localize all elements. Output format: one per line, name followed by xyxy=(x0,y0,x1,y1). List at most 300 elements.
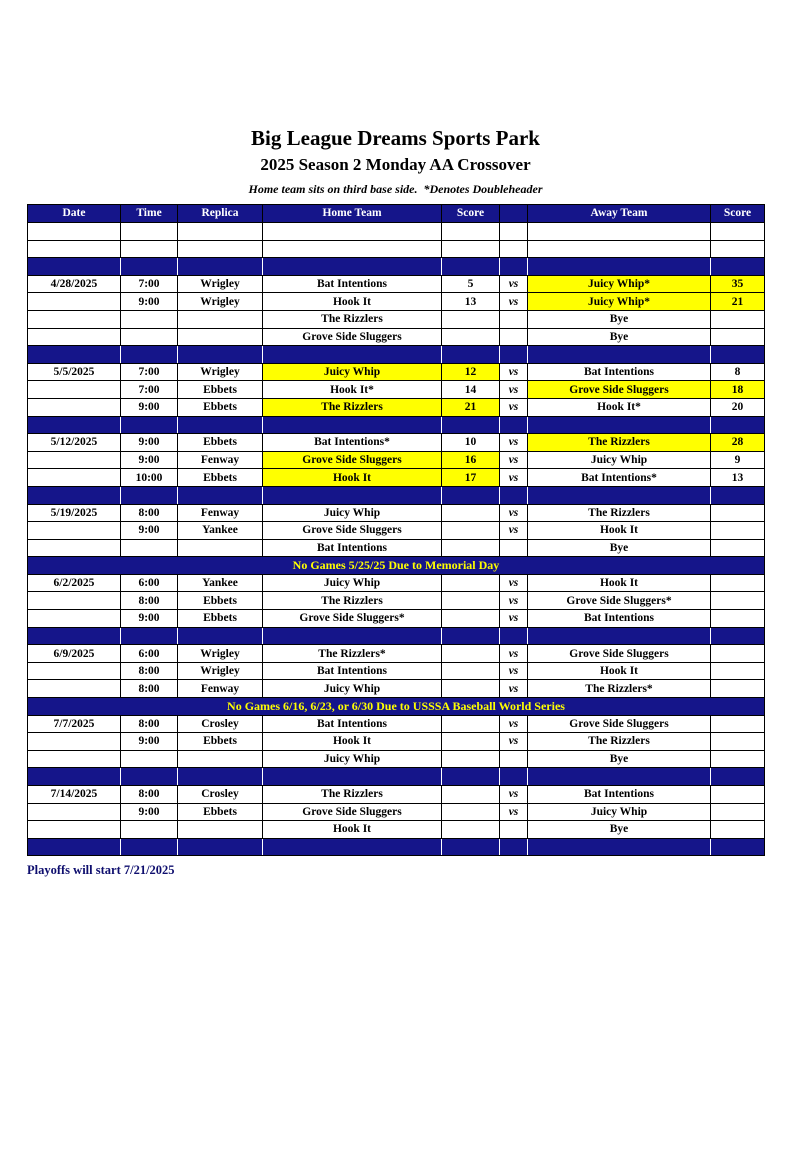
separator-cell xyxy=(178,768,263,786)
cell-vs: vs xyxy=(500,786,528,804)
cell-away-team: Bye xyxy=(528,310,711,328)
cell-home-team: Hook It* xyxy=(263,381,442,399)
cell-home-team: Bat Intentions xyxy=(263,715,442,733)
cell-home-score xyxy=(442,328,500,346)
game-row xyxy=(28,363,765,381)
cell-away-score: 21 xyxy=(711,293,765,311)
cell-vs: vs xyxy=(500,733,528,751)
game-row xyxy=(28,293,765,311)
cell-date xyxy=(28,381,121,399)
cell-vs xyxy=(500,328,528,346)
cell-replica: Wrigley xyxy=(178,363,263,381)
cell-time: 9:00 xyxy=(121,451,178,469)
cell-home-team: Hook It xyxy=(263,293,442,311)
cell-date xyxy=(28,750,121,768)
cell-vs xyxy=(500,539,528,557)
cell-away-score xyxy=(711,539,765,557)
blank-cell xyxy=(500,223,528,241)
separator-cell xyxy=(121,627,178,645)
blank-row xyxy=(28,240,765,258)
cell-time xyxy=(121,310,178,328)
cell-replica xyxy=(178,539,263,557)
cell-replica: Ebbets xyxy=(178,610,263,628)
cell-time: 9:00 xyxy=(121,398,178,416)
cell-vs: vs xyxy=(500,680,528,698)
cell-home-score xyxy=(442,750,500,768)
cell-away-team: Bye xyxy=(528,750,711,768)
game-row xyxy=(28,275,765,293)
cell-home-score xyxy=(442,522,500,540)
game-row xyxy=(28,469,765,487)
cell-away-score xyxy=(711,610,765,628)
cell-replica: Crosley xyxy=(178,786,263,804)
cell-away-score xyxy=(711,733,765,751)
cell-vs: vs xyxy=(500,574,528,592)
cell-date: 7/14/2025 xyxy=(28,786,121,804)
cell-replica: Wrigley xyxy=(178,293,263,311)
cell-replica: Fenway xyxy=(178,504,263,522)
cell-away-score xyxy=(711,328,765,346)
cell-replica xyxy=(178,328,263,346)
separator-cell xyxy=(121,486,178,504)
separator-cell xyxy=(500,768,528,786)
cell-date xyxy=(28,821,121,839)
cell-away-team: The Rizzlers xyxy=(528,434,711,452)
cell-time: 9:00 xyxy=(121,293,178,311)
cell-away-score: 9 xyxy=(711,451,765,469)
cell-home-team: Hook It xyxy=(263,821,442,839)
playoffs-note: Playoffs will start 7/21/2025 xyxy=(27,863,175,878)
bye-row xyxy=(28,750,765,768)
cell-date xyxy=(28,539,121,557)
cell-vs: vs xyxy=(500,381,528,399)
cell-home-team: Grove Side Sluggers xyxy=(263,328,442,346)
cell-vs: vs xyxy=(500,398,528,416)
game-row xyxy=(28,610,765,628)
cell-vs: vs xyxy=(500,522,528,540)
cell-away-team: Juicy Whip* xyxy=(528,275,711,293)
cell-home-score xyxy=(442,610,500,628)
separator-cell xyxy=(528,486,711,504)
cell-home-score: 12 xyxy=(442,363,500,381)
cell-home-score: 10 xyxy=(442,434,500,452)
cell-home-team: The Rizzlers xyxy=(263,786,442,804)
cell-date: 6/2/2025 xyxy=(28,574,121,592)
separator-cell xyxy=(711,416,765,434)
cell-date xyxy=(28,469,121,487)
game-row xyxy=(28,398,765,416)
separator-cell xyxy=(263,838,442,856)
cell-vs xyxy=(500,750,528,768)
cell-vs: vs xyxy=(500,592,528,610)
separator-cell xyxy=(528,627,711,645)
game-row xyxy=(28,434,765,452)
game-row xyxy=(28,451,765,469)
cell-date xyxy=(28,310,121,328)
cell-away-team: Bye xyxy=(528,328,711,346)
bye-row xyxy=(28,539,765,557)
cell-home-team: Grove Side Sluggers xyxy=(263,522,442,540)
column-header-vs xyxy=(500,205,528,223)
separator-cell xyxy=(178,416,263,434)
cell-away-team: Juicy Whip* xyxy=(528,293,711,311)
separator-cell xyxy=(500,627,528,645)
cell-date xyxy=(28,733,121,751)
cell-vs: vs xyxy=(500,715,528,733)
cell-away-team: The Rizzlers xyxy=(528,733,711,751)
game-row xyxy=(28,574,765,592)
cell-home-team: Hook It xyxy=(263,469,442,487)
cell-time: 9:00 xyxy=(121,610,178,628)
schedule-table xyxy=(27,204,765,856)
cell-home-score: 5 xyxy=(442,275,500,293)
cell-vs: vs xyxy=(500,504,528,522)
cell-replica: Wrigley xyxy=(178,662,263,680)
game-row xyxy=(28,786,765,804)
table-header-row xyxy=(28,205,765,223)
cell-home-team: Juicy Whip xyxy=(263,680,442,698)
cell-date: 6/9/2025 xyxy=(28,645,121,663)
cell-vs: vs xyxy=(500,293,528,311)
cell-time: 10:00 xyxy=(121,469,178,487)
cell-replica: Wrigley xyxy=(178,645,263,663)
cell-replica: Crosley xyxy=(178,715,263,733)
separator-cell xyxy=(28,768,121,786)
separator-cell xyxy=(178,486,263,504)
game-row xyxy=(28,381,765,399)
cell-home-score xyxy=(442,803,500,821)
cell-home-team: Grove Side Sluggers xyxy=(263,803,442,821)
cell-away-team: Bat Intentions xyxy=(528,610,711,628)
cell-date xyxy=(28,293,121,311)
cell-vs: vs xyxy=(500,275,528,293)
cell-home-score xyxy=(442,574,500,592)
cell-replica: Ebbets xyxy=(178,469,263,487)
separator-row xyxy=(28,768,765,786)
cell-time: 8:00 xyxy=(121,680,178,698)
cell-date xyxy=(28,610,121,628)
cell-date: 5/12/2025 xyxy=(28,434,121,452)
separator-cell xyxy=(442,486,500,504)
separator-cell xyxy=(121,416,178,434)
cell-date xyxy=(28,592,121,610)
cell-away-score xyxy=(711,504,765,522)
cell-home-score: 13 xyxy=(442,293,500,311)
cell-home-team: The Rizzlers xyxy=(263,310,442,328)
blank-row xyxy=(28,223,765,241)
cell-home-score xyxy=(442,504,500,522)
column-header-away-score: Score xyxy=(711,205,765,223)
page-note: Home team sits on third base side. *Denotes Doubleheader xyxy=(248,182,543,196)
separator-cell xyxy=(528,838,711,856)
separator-cell xyxy=(263,346,442,364)
separator-cell xyxy=(28,627,121,645)
cell-away-score xyxy=(711,574,765,592)
blank-cell xyxy=(121,223,178,241)
separator-cell xyxy=(178,838,263,856)
blank-cell xyxy=(178,223,263,241)
cell-home-team: Juicy Whip xyxy=(263,363,442,381)
cell-away-team: Grove Side Sluggers* xyxy=(528,592,711,610)
cell-away-score: 28 xyxy=(711,434,765,452)
blank-cell xyxy=(528,223,711,241)
cell-time: 7:00 xyxy=(121,275,178,293)
blank-cell xyxy=(711,223,765,241)
cell-away-team: Hook It xyxy=(528,662,711,680)
cell-home-team: Grove Side Sluggers* xyxy=(263,610,442,628)
cell-home-score: 16 xyxy=(442,451,500,469)
cell-time: 8:00 xyxy=(121,504,178,522)
cell-home-score xyxy=(442,821,500,839)
cell-time: 8:00 xyxy=(121,592,178,610)
cell-home-team: Bat Intentions xyxy=(263,275,442,293)
cell-away-score xyxy=(711,645,765,663)
cell-away-team: Hook It* xyxy=(528,398,711,416)
cell-home-team: Hook It xyxy=(263,733,442,751)
separator-cell xyxy=(263,416,442,434)
separator-cell xyxy=(28,486,121,504)
cell-date: 7/7/2025 xyxy=(28,715,121,733)
cell-time: 8:00 xyxy=(121,786,178,804)
cell-away-score: 20 xyxy=(711,398,765,416)
separator-row xyxy=(28,258,765,276)
separator-cell xyxy=(121,346,178,364)
cell-home-score xyxy=(442,715,500,733)
cell-time: 6:00 xyxy=(121,645,178,663)
separator-cell xyxy=(711,627,765,645)
cell-home-score: 21 xyxy=(442,398,500,416)
cell-time: 9:00 xyxy=(121,803,178,821)
cell-date xyxy=(28,680,121,698)
cell-home-team: Juicy Whip xyxy=(263,504,442,522)
separator-cell xyxy=(263,627,442,645)
cell-date xyxy=(28,662,121,680)
separator-cell xyxy=(500,258,528,276)
cell-home-score xyxy=(442,786,500,804)
separator-cell xyxy=(711,838,765,856)
separator-row xyxy=(28,346,765,364)
cell-away-team: Bat Intentions xyxy=(528,363,711,381)
cell-replica: Ebbets xyxy=(178,381,263,399)
cell-replica: Ebbets xyxy=(178,733,263,751)
separator-row xyxy=(28,486,765,504)
cell-home-score xyxy=(442,645,500,663)
cell-home-team: Grove Side Sluggers xyxy=(263,451,442,469)
separator-cell xyxy=(263,768,442,786)
cell-replica: Ebbets xyxy=(178,434,263,452)
cell-time: 7:00 xyxy=(121,363,178,381)
separator-cell xyxy=(442,838,500,856)
cell-vs: vs xyxy=(500,645,528,663)
separator-cell xyxy=(711,768,765,786)
cell-vs: vs xyxy=(500,469,528,487)
cell-away-team: Grove Side Sluggers xyxy=(528,715,711,733)
cell-away-score xyxy=(711,662,765,680)
cell-time: 9:00 xyxy=(121,522,178,540)
cell-home-team: The Rizzlers xyxy=(263,592,442,610)
separator-cell xyxy=(711,486,765,504)
cell-away-score xyxy=(711,310,765,328)
cell-replica: Fenway xyxy=(178,680,263,698)
cell-replica: Yankee xyxy=(178,574,263,592)
separator-cell xyxy=(528,416,711,434)
game-row xyxy=(28,715,765,733)
cell-replica: Yankee xyxy=(178,522,263,540)
separator-cell xyxy=(178,346,263,364)
cell-replica xyxy=(178,821,263,839)
cell-vs xyxy=(500,821,528,839)
cell-home-score: 14 xyxy=(442,381,500,399)
cell-away-team: Juicy Whip xyxy=(528,803,711,821)
cell-replica: Ebbets xyxy=(178,398,263,416)
cell-away-score xyxy=(711,750,765,768)
separator-cell xyxy=(28,416,121,434)
cell-time: 6:00 xyxy=(121,574,178,592)
separator-cell xyxy=(442,258,500,276)
cell-home-score xyxy=(442,662,500,680)
cell-time xyxy=(121,539,178,557)
cell-home-team: The Rizzlers* xyxy=(263,645,442,663)
game-row xyxy=(28,680,765,698)
cell-away-score: 8 xyxy=(711,363,765,381)
blank-cell xyxy=(178,240,263,258)
page-subtitle: 2025 Season 2 Monday AA Crossover xyxy=(260,155,531,174)
cell-vs: vs xyxy=(500,363,528,381)
column-header-home-score: Score xyxy=(442,205,500,223)
cell-away-team: The Rizzlers xyxy=(528,504,711,522)
blank-cell xyxy=(528,240,711,258)
cell-date: 5/5/2025 xyxy=(28,363,121,381)
column-header-time: Time xyxy=(121,205,178,223)
separator-cell xyxy=(28,838,121,856)
cell-date: 5/19/2025 xyxy=(28,504,121,522)
game-row xyxy=(28,592,765,610)
cell-home-team: Bat Intentions xyxy=(263,662,442,680)
cell-time xyxy=(121,328,178,346)
cell-vs: vs xyxy=(500,451,528,469)
separator-cell xyxy=(263,258,442,276)
cell-away-score: 35 xyxy=(711,275,765,293)
cell-home-score: 17 xyxy=(442,469,500,487)
blank-cell xyxy=(711,240,765,258)
cell-home-score xyxy=(442,592,500,610)
blank-cell xyxy=(28,240,121,258)
separator-cell xyxy=(121,838,178,856)
column-header-away-team: Away Team xyxy=(528,205,711,223)
cell-replica: Fenway xyxy=(178,451,263,469)
blank-cell xyxy=(121,240,178,258)
game-row xyxy=(28,662,765,680)
cell-away-team: Juicy Whip xyxy=(528,451,711,469)
cell-replica xyxy=(178,750,263,768)
separator-cell xyxy=(500,486,528,504)
separator-cell xyxy=(711,258,765,276)
cell-date: 4/28/2025 xyxy=(28,275,121,293)
column-header-home-team: Home Team xyxy=(263,205,442,223)
separator-cell xyxy=(528,346,711,364)
page-title: Big League Dreams Sports Park xyxy=(251,126,540,150)
blank-cell xyxy=(500,240,528,258)
separator-cell xyxy=(528,768,711,786)
cell-home-score xyxy=(442,310,500,328)
blank-cell xyxy=(442,240,500,258)
separator-cell xyxy=(178,258,263,276)
cell-time: 7:00 xyxy=(121,381,178,399)
blank-cell xyxy=(263,240,442,258)
cell-away-team: Grove Side Sluggers xyxy=(528,381,711,399)
cell-date xyxy=(28,398,121,416)
bye-row xyxy=(28,328,765,346)
separator-cell xyxy=(121,768,178,786)
cell-replica: Ebbets xyxy=(178,803,263,821)
blank-cell xyxy=(263,223,442,241)
cell-away-score xyxy=(711,786,765,804)
cell-away-score xyxy=(711,715,765,733)
game-row xyxy=(28,522,765,540)
cell-home-score xyxy=(442,539,500,557)
cell-away-score xyxy=(711,803,765,821)
blank-cell xyxy=(28,223,121,241)
cell-away-score xyxy=(711,592,765,610)
cell-vs: vs xyxy=(500,610,528,628)
cell-time xyxy=(121,821,178,839)
cell-vs: vs xyxy=(500,662,528,680)
cell-vs: vs xyxy=(500,434,528,452)
cell-date xyxy=(28,328,121,346)
cell-replica: Wrigley xyxy=(178,275,263,293)
cell-vs: vs xyxy=(500,803,528,821)
cell-home-team: The Rizzlers xyxy=(263,398,442,416)
schedule-body xyxy=(28,223,765,856)
cell-date xyxy=(28,803,121,821)
notice-text: No Games 6/16, 6/23, or 6/30 Due to USSSA Baseball World Series xyxy=(28,698,765,716)
cell-away-team: Bye xyxy=(528,821,711,839)
cell-date xyxy=(28,451,121,469)
separator-row xyxy=(28,838,765,856)
cell-away-score: 18 xyxy=(711,381,765,399)
separator-cell xyxy=(711,346,765,364)
cell-away-score xyxy=(711,522,765,540)
cell-home-score xyxy=(442,733,500,751)
separator-cell xyxy=(442,346,500,364)
blank-cell xyxy=(442,223,500,241)
cell-time: 9:00 xyxy=(121,733,178,751)
game-row xyxy=(28,733,765,751)
notice-text: No Games 5/25/25 Due to Memorial Day xyxy=(28,557,765,575)
bye-row xyxy=(28,310,765,328)
separator-cell xyxy=(121,258,178,276)
cell-away-team: Bat Intentions* xyxy=(528,469,711,487)
column-header-date: Date xyxy=(28,205,121,223)
cell-replica: Ebbets xyxy=(178,592,263,610)
cell-away-team: Bye xyxy=(528,539,711,557)
bye-row xyxy=(28,821,765,839)
column-header-replica: Replica xyxy=(178,205,263,223)
game-row xyxy=(28,504,765,522)
cell-vs xyxy=(500,310,528,328)
separator-cell xyxy=(442,627,500,645)
notice-row xyxy=(28,698,765,716)
game-row xyxy=(28,645,765,663)
cell-away-score xyxy=(711,680,765,698)
separator-cell xyxy=(500,416,528,434)
cell-away-team: Hook It xyxy=(528,574,711,592)
separator-cell xyxy=(500,838,528,856)
separator-cell xyxy=(528,258,711,276)
cell-replica xyxy=(178,310,263,328)
cell-away-team: Hook It xyxy=(528,522,711,540)
cell-away-team: Bat Intentions xyxy=(528,786,711,804)
